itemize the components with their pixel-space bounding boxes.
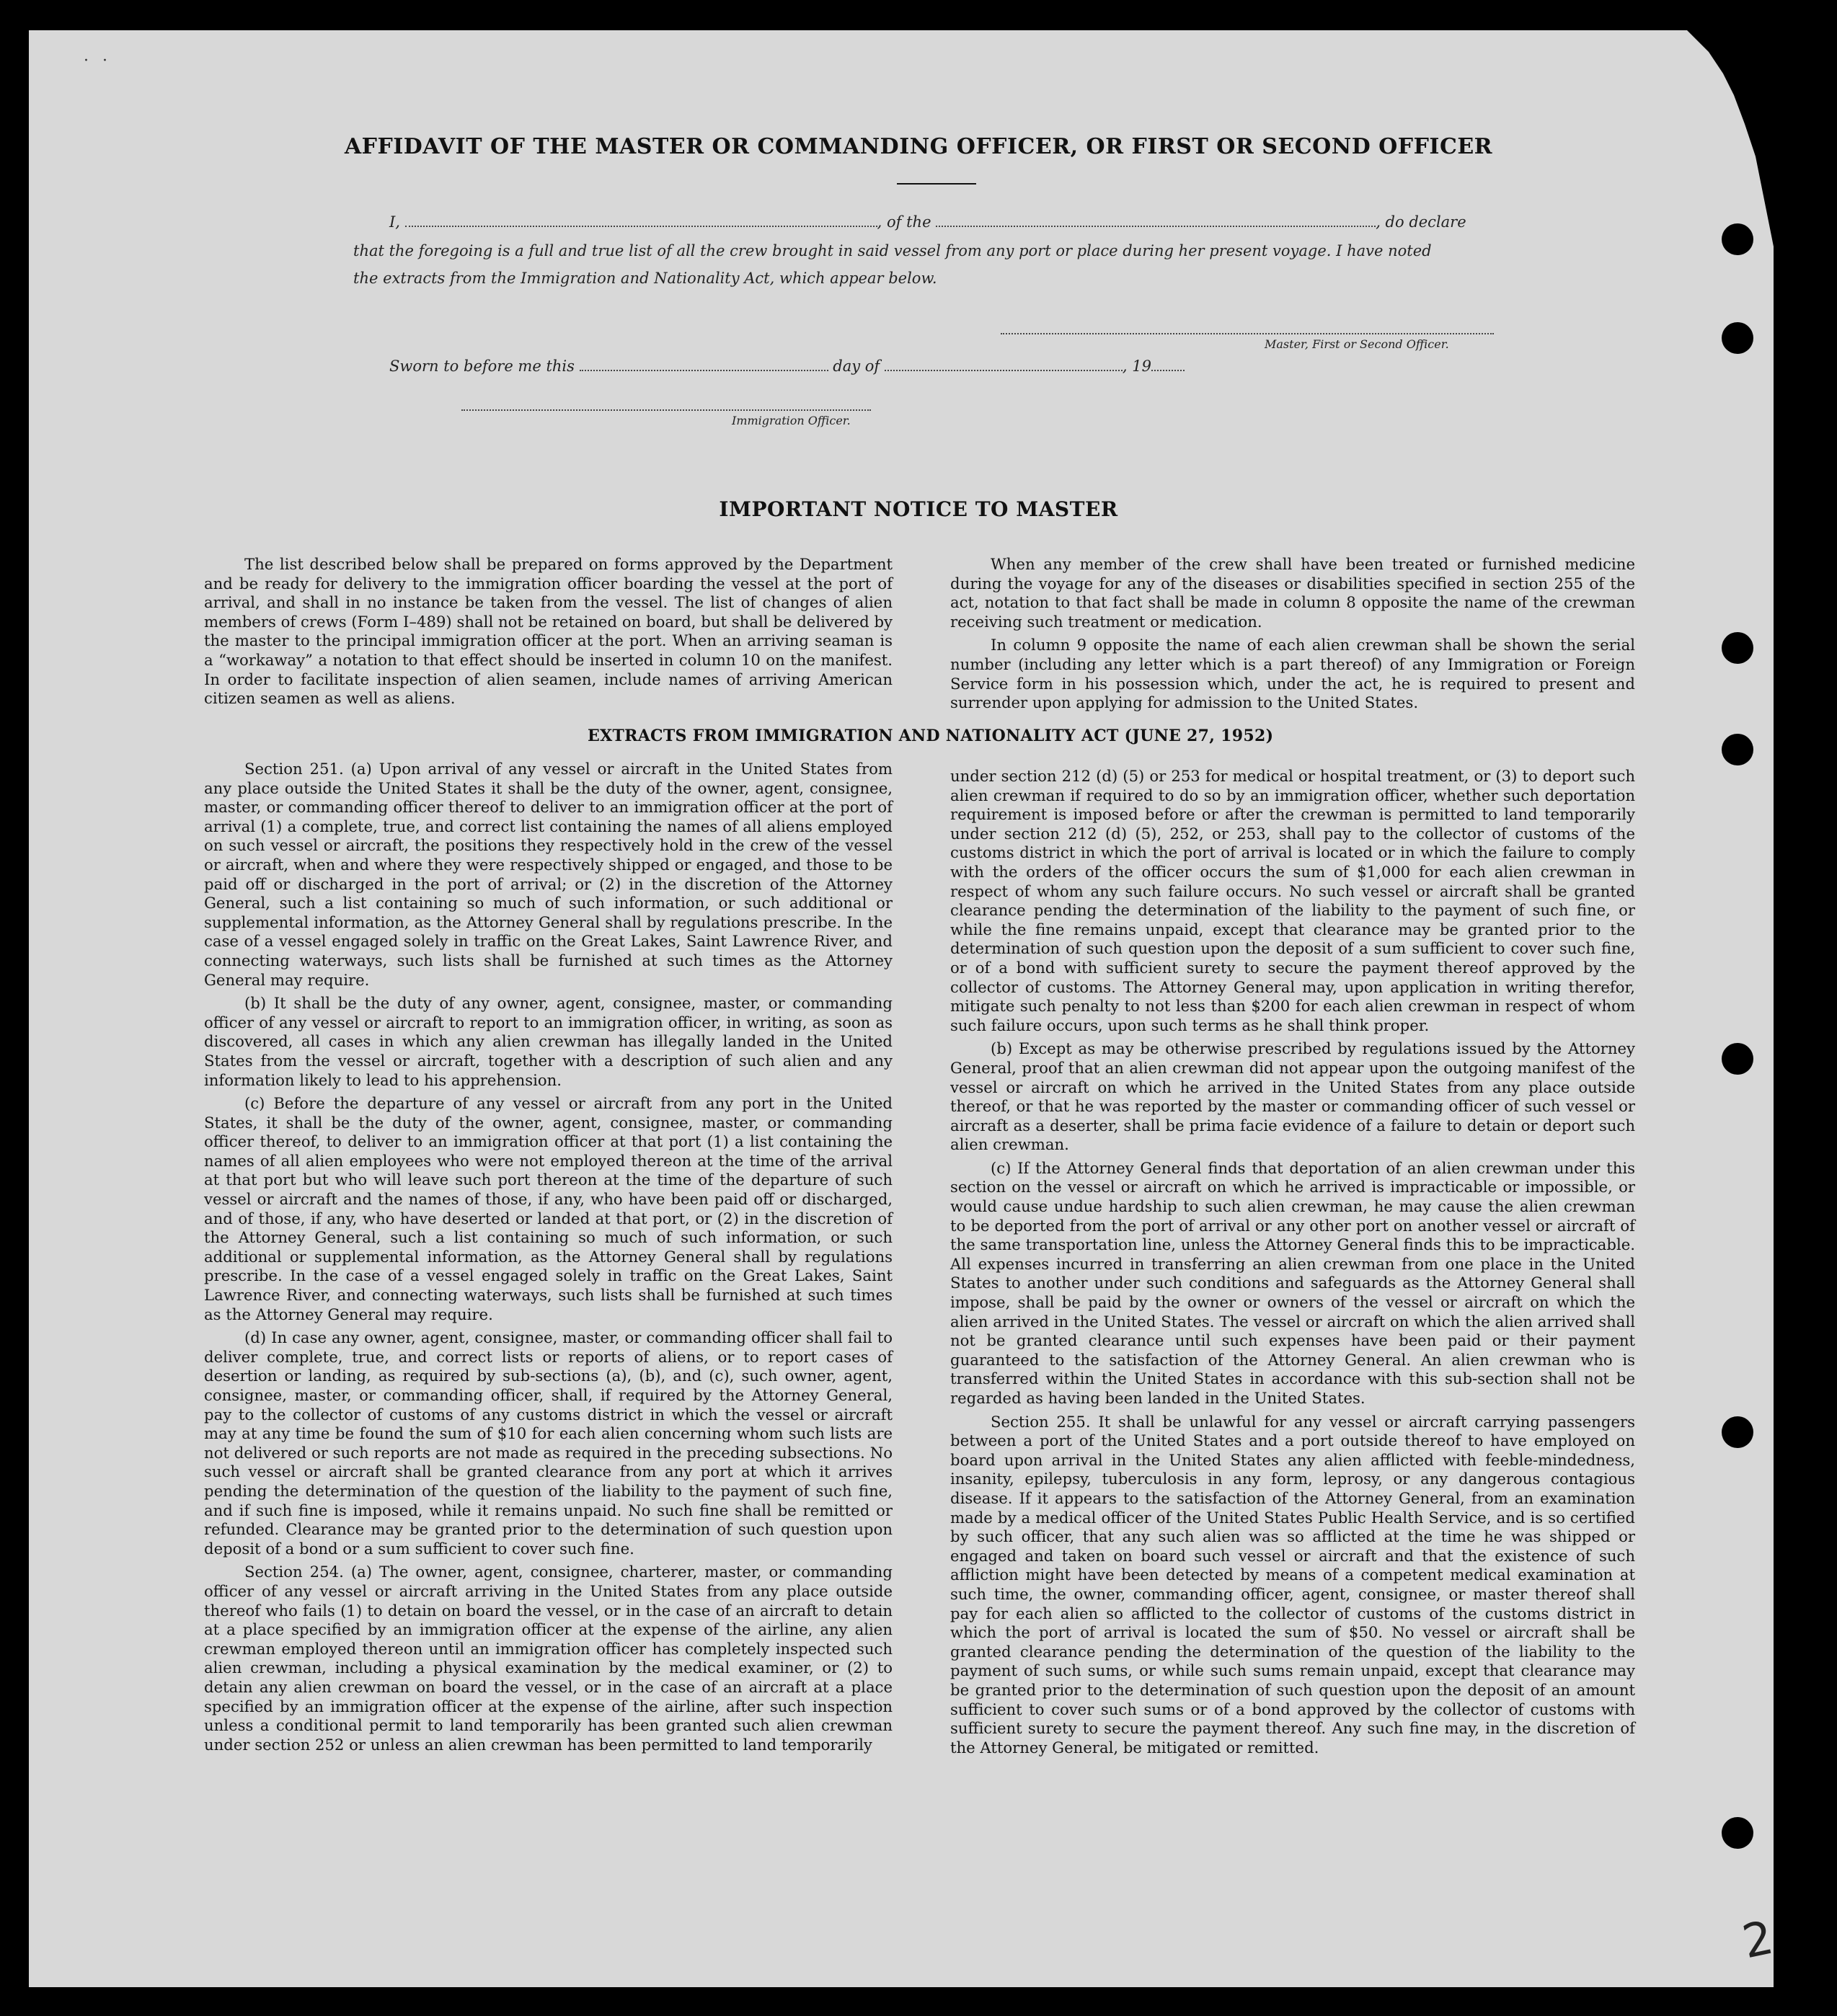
paper-specks: · · [84, 52, 112, 70]
section-254-a-continued: under section 212 (d) (5) or 253 for medical or hospital treatment, or (3) to deport such alien crewman if required to do so by an immigration officer, whether such deportation requirement is imposed before or after the crewman is permitted to land temporarily under section 212 (d) (5), 252, or 253, shall pay to the collector of customs of the customs district in which the port of arrival is located or in which the failure to comply with the orders of the officer occurs the sum of $1,000 for each alien crewman in respect of whom any such failure occurs. No such vessel or aircraft shall be granted clearance pending the determination of the liability to the payment of such fine, or while the fine remains unpaid, except that clearance may be granted prior to the determination of such question upon the deposit of a sum sufficient to cover such fine, or of a bond with sufficient surety to secure the payment thereof approved by the collector of customs. The Attorney General may, upon application in writing therefor, mitigate such penalty to not less than $200 for each alien crewman in respect of whom such failure occurs, upon such terms as he shall think proper. [950, 767, 1635, 1034]
binder-hole [1722, 632, 1753, 664]
officer-name-field[interactable] [405, 216, 877, 227]
notice-right-column [950, 555, 1635, 717]
binder-hole [1722, 1817, 1753, 1849]
section-251-a: Section 251. (a) Upon arrival of any vessel or aircraft in the United States from any place outside the United States it shall be the duty of the owner, agent, consignee, master, or commanding officer thereof to deliver to an immigration officer at the port of arrival (1) a complete, true, and correct list containing the names of all aliens employed on such vessel or aircraft, the positions they respectively hold in the crew of the vessel or aircraft, when and where they were respectively shipped or engaged, and those to be paid off or discharged in the port of arrival; or (2) in the discretion of the Attorney General, such a list containing so much of such information, or such additional or supplemental information, as the Attorney General shall by regulations prescribe. In the case of a vessel engaged solely in traffic on the Great Lakes, Saint Lawrence River, and connecting waterways, such lists shall be furnished at such times as the Attorney General may require. [204, 760, 893, 989]
affidavit-title: AFFIDAVIT OF THE MASTER OR COMMANDING OFFICER, OR FIRST OR SECOND OFFICER [344, 134, 1493, 159]
handwritten-page-number: 2 [1738, 1911, 1778, 1970]
i-label: I, [389, 213, 400, 231]
vessel-name-field[interactable] [936, 216, 1376, 227]
section-251-b: (b) It shall be the duty of any owner, agent, consignee, master, or commanding officer of any vessel or aircraft to report to an immigration officer, in writing, as soon as discovered, all cases in which any alien crewman has illegally landed in the United States from the vessel or aircraft, together with a description of such alien and any information likely to lead to his apprehension. [204, 994, 893, 1089]
extracts-right-column [950, 767, 1635, 1762]
sworn-day-field[interactable] [580, 360, 828, 371]
section-251-d: (d) In case any owner, agent, consignee, master, or commanding officer shall fail to deliver complete, true, and correct lists or reports of aliens, or to report cases of desertion or landing, as required by sub-sections (a), (b), and (c), such owner, agent, consignee, master, or commanding officer, shall, if required by the Attorney General, pay to the collector of customs of any customs district in which the vessel or aircraft may at any time be found the sum of $10 for each alien concerning whom such lists are not delivered or such reports are not made as required in the preceding subsections. No such vessel or aircraft shall be granted clearance from any port at which it arrives pending the determination of the question of the liability to the payment of such fine, and if such fine is imposed, while it remains unpaid. No such fine shall be remitted or refunded. Clearance may be granted prior to the determination of such question upon deposit of a bond or a sum sufficient to cover such fine. [204, 1328, 893, 1558]
section-251-c: (c) Before the departure of any vessel or aircraft from any port in the United States, it shall be the duty of the owner, agent, consignee, master, or commanding officer thereof, to deliver to an immigration officer at that port (1) a list containing the names of all alien employees who were not employed thereon at the time of the arrival at that port but who will leave such port thereon at the time of the departure of such vessel or aircraft and the names of those, if any, who have been paid off or discharged, and of those, if any, who have deserted or landed at that port, or (2) in the discretion of the Attorney General, such a list containing so much of such information, or such additional or supplemental information, as the Attorney General shall by regulations prescribe. In the case of a vessel engaged solely in traffic on the Great Lakes, Saint Lawrence River, and connecting waterways, such lists shall be furnished at such times as the Attorney General may require. [204, 1094, 893, 1323]
declaration-line-2: the extracts from the Immigration and Nationality Act, which appear below. [353, 270, 937, 287]
of-the-label: , of the [877, 213, 931, 231]
binder-hole [1722, 1043, 1753, 1075]
section-255: Section 255. It shall be unlawful for any vessel or aircraft carrying passengers between a port of the United States and a port outside thereof to have employed on board upon arrival in the United States any alien afflicted with feeble-mindedness, insanity, epilepsy, tuberculosis in any form, leprosy, or any dangerous contagious disease. If it appears to the satisfaction of the Attorney General, from an examination made by a medical officer of the United States Public Health Service, and is so certified by such officer, that any such alien was so afflicted at the time he was shipped or engaged and taken on board such vessel or aircraft and that the existence of such affliction might have been detected by means of a competent medical examination at such time, the owner, commanding officer, agent, consignee, or master thereof shall pay for each alien so afflicted to the collector of customs of the customs district in which the port of arrival is located the sum of $50. No vessel or aircraft shall be granted clearance pending the determination of the question of the liability to the payment of such sums, or while such sums remain unpaid, except that clearance may be granted prior to the determination of such question upon the deposit of an amount sufficient to cover such sums or of a bond approved by the collector of customs with sufficient surety to secure the payment thereof. Any such fine may, in the discretion of the Attorney General, be mitigated or remitted. [950, 1412, 1635, 1757]
binder-hole [1722, 734, 1753, 765]
day-of-label: day of [833, 358, 880, 375]
extracts-title: EXTRACTS FROM IMMIGRATION AND NATIONALITY ACT (JUNE 27, 1952) [588, 727, 1274, 745]
notice-right-paragraph-1: When any member of the crew shall have been treated or furnished medicine during the voyage for any of the diseases or disabilities specified in section 255 of the act, notation to that fact shall be made in column 8 opposite the name of the crewman receiving such treatment or medication. [950, 555, 1635, 631]
sworn-year-field[interactable] [1151, 360, 1185, 371]
section-254-c: (c) If the Attorney General finds that deportation of an alien crewman under this section on the vessel or aircraft on which he arrived is impracticable or impossible, or would cause undue hardship to such alien crewman, he may cause the alien crewman to be deported from the port of arrival or any other port on another vessel or aircraft of the same transportation line, unless the Attorney General finds this to be impracticable. All expenses incurred in transferring an alien crewman from one place in the United States to another under such conditions and safeguards as the Attorney General shall impose, shall be paid by the owner or owners of the vessel or aircraft on which the alien arrived in the United States. The vessel or aircraft on which the alien arrived shall not be granted clearance until such expenses have been paid or their payment guaranteed to the satisfaction of the Attorney General. An alien crewman who is transferred within the United States in accordance with this sub-section shall not be regarded as having been landed in the United States. [950, 1158, 1635, 1407]
section-254-a: Section 254. (a) The owner, agent, consignee, charterer, master, or commanding officer of any vessel or aircraft arriving in the United States from any place outside thereof who fails (1) to detain on board the vessel, or in the case of an aircraft to detain at a place specified by an immigration officer at the expense of the airline, any alien crewman employed thereon until an immigration officer has completely inspected such alien crewman, including a physical examination by the medical examiner, or (2) to detain any alien crewman on board the vessel, or in the case of an aircraft at a place specified by an immigration officer at the expense of the airline, after such inspection unless a conditional permit to land temporarily has been granted such alien crewman under section 252 or unless an alien crewman has been permitted to land temporarily [204, 1563, 893, 1754]
section-254-b: (b) Except as may be otherwise prescribed by regulations issued by the Attorney General, proof that an alien crewman did not appear upon the outgoing manifest of the vessel or aircraft on which he arrived in the United States from any place outside thereof, or that he was reported by the master or commanding officer of such vessel or aircraft as a deserter, shall be prima facie evidence of a failure to detain or deport such alien crewman. [950, 1039, 1635, 1154]
declaration-line-1: that the foregoing is a full and true list of all the crew brought in said vessel from any port or place during her present voyage. I have noted [353, 242, 1432, 259]
immigration-officer-signature-line[interactable] [461, 409, 871, 411]
sworn-month-field[interactable] [885, 360, 1123, 371]
master-signature-caption: Master, First or Second Officer. [1265, 337, 1449, 351]
master-signature-line[interactable] [1001, 333, 1494, 334]
binder-hole [1722, 322, 1753, 354]
sworn-label: Sworn to before me this [389, 358, 575, 375]
do-declare-label: , do declare [1376, 213, 1466, 231]
year-label: , 19 [1122, 358, 1151, 375]
notice-title: IMPORTANT NOTICE TO MASTER [719, 497, 1118, 521]
notice-left-paragraph: The list described below shall be prepared on forms approved by the Department and be ready for delivery to the immigration officer boarding the vessel at the port of arrival, and shall in no instance be taken from the vessel. The list of changes of alien members of crews (Form I–489) shall not be retained on board, but shall be delivered by the master to the principal immigration officer at the port. When an arriving seaman is a “workaway” a notation to that effect should be inserted in column 10 on the manifest. In order to facilitate inspection of alien seamen, include names of arriving American citizen seamen as well as aliens. [204, 555, 893, 708]
binder-hole [1722, 223, 1753, 255]
binder-hole [1722, 1416, 1753, 1448]
extracts-left-column [204, 760, 893, 1759]
sworn-fields [389, 358, 1185, 375]
affidavit-declaration-fields [389, 213, 1466, 231]
notice-left-column [204, 555, 893, 713]
title-rule [897, 183, 976, 185]
notice-right-paragraph-2: In column 9 opposite the name of each alien crewman shall be shown the serial number (including any letter which is a part thereof) of any Immigration or Foreign Service form in his possession which, under the act, he is required to present and surrender upon applying for admission to the United States. [950, 636, 1635, 712]
immigration-officer-caption: Immigration Officer. [732, 414, 851, 427]
